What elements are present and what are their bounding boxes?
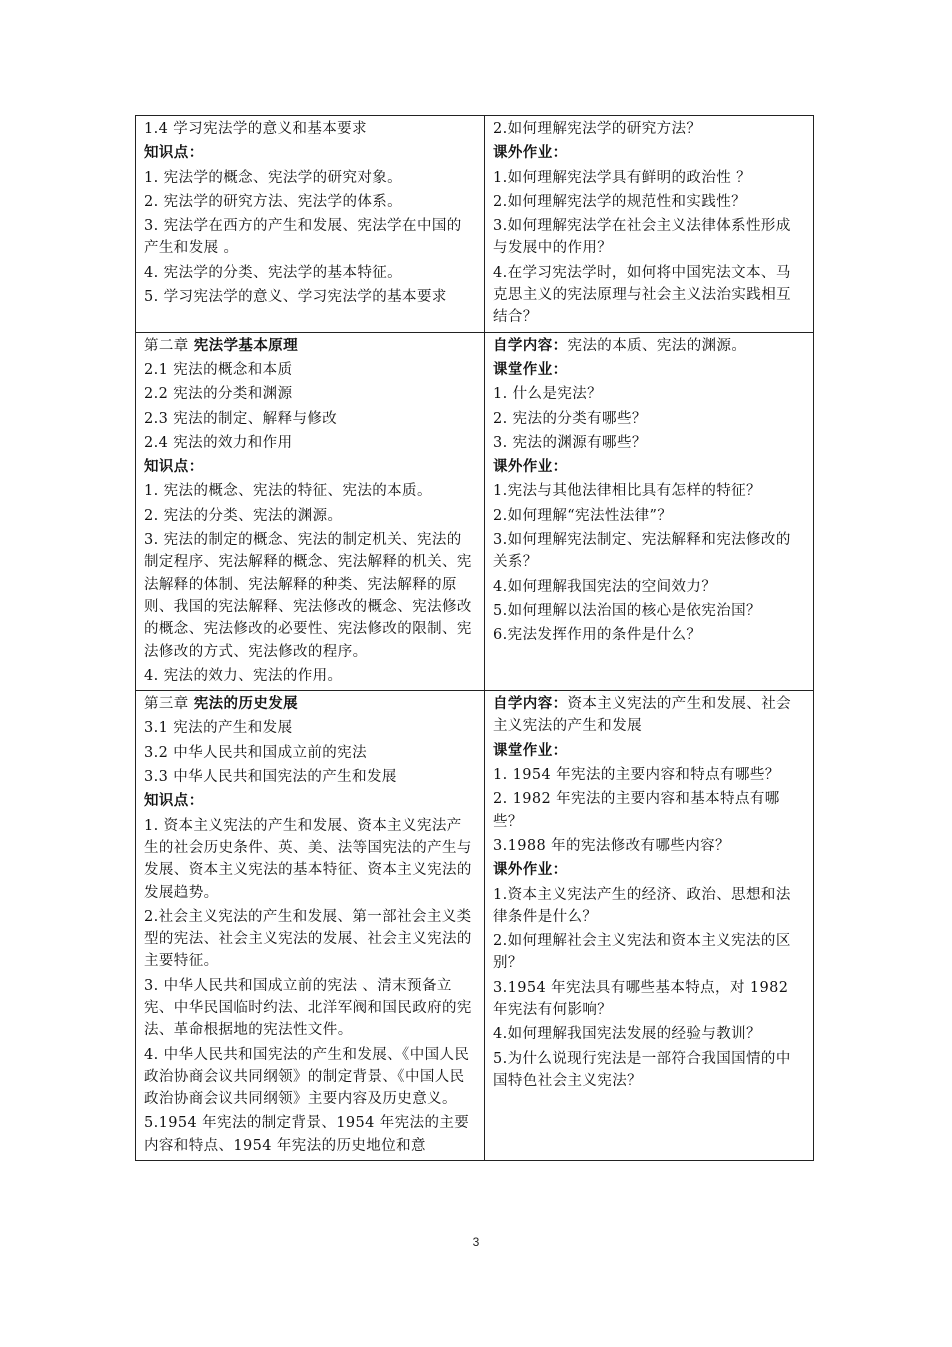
text-line (493, 335, 805, 357)
outline-cell (136, 691, 485, 1161)
line-text: 3. 宪法的渊源有哪些？ (493, 434, 647, 451)
heading-label: 知识点： (144, 144, 204, 162)
text-line (144, 815, 476, 904)
line-text: 1. 宪法的概念、宪法的特征、宪法的本质。 (144, 483, 432, 500)
line-text: 3. 中华人民共和国成立前的宪法 、清末预备立宪、中华民国临时约法、北洋军阀和国民政府的宪法、革命根据地的宪法性文件。 (144, 977, 472, 1039)
text-line (493, 1048, 805, 1093)
text-line (144, 408, 476, 430)
text-line (144, 529, 476, 663)
text-line (144, 359, 476, 381)
line-text: 4. 宪法的效力、宪法的作用。 (144, 667, 343, 684)
line-text: 2. 宪法的分类有哪些？ (493, 410, 647, 427)
heading-label: 知识点： (144, 458, 204, 476)
line-text: 4.如何理解我国宪法的空间效力？ (493, 578, 717, 595)
text-line (144, 906, 476, 973)
text-line (493, 930, 805, 975)
syllabus-table (135, 115, 814, 1161)
text-line (493, 600, 805, 622)
page-number: 3 (472, 1235, 480, 1249)
line-text: 1. 宪法学的概念、宪法学的研究对象。 (144, 169, 403, 186)
line-text: 2.2 宪法的分类和渊源 (144, 386, 293, 403)
text-line (493, 480, 805, 502)
heading-label: 课外作业： (493, 861, 568, 879)
line-text: 2.如何理解社会主义宪法和资本主义宪法的区别？ (493, 933, 791, 972)
line-text: 2.3 宪法的制定、解释与修改 (144, 410, 338, 427)
text-line (493, 788, 805, 833)
section-heading (144, 142, 476, 164)
text-line (493, 1023, 805, 1045)
text-line (144, 118, 476, 140)
text-line (493, 624, 805, 646)
section-heading (493, 359, 805, 381)
line-text: 1.4 学习宪法学的意义和基本要求 (144, 121, 367, 137)
line-text: 3.1 宪法的产生和发展 (144, 720, 293, 737)
text-line (493, 576, 805, 598)
line-text: 1.宪法与其他法律相比具有怎样的特征？ (493, 483, 761, 500)
text-line (144, 717, 476, 739)
text-line (493, 835, 805, 857)
outline-cell (136, 332, 485, 690)
table-row (136, 332, 814, 690)
text-line (493, 764, 805, 786)
heading-label: 课外作业： (493, 458, 568, 476)
text-line (493, 505, 805, 527)
line-text: 4. 宪法学的分类、宪法学的基本特征。 (144, 264, 403, 281)
text-line (493, 693, 805, 738)
text-line (144, 1112, 476, 1157)
line-text: 宪法的本质、宪法的渊源。 (567, 337, 747, 354)
table-row (136, 116, 814, 333)
text-line (144, 191, 476, 213)
text-line (144, 505, 476, 527)
text-line (493, 215, 805, 260)
line-text: 2. 宪法的分类、宪法的渊源。 (144, 507, 343, 524)
line-text: 6.宪法发挥作用的条件是什么？ (493, 627, 702, 644)
text-line (493, 977, 805, 1022)
text-line (144, 480, 476, 502)
text-line (493, 408, 805, 430)
line-text: 2.如何理解宪法学的规范性和实践性？ (493, 193, 747, 210)
line-text: 5.为什么说现行宪法是一部符合我国国情的中国特色社会主义宪法？ (493, 1050, 791, 1089)
line-text: 1.资本主义宪法产生的经济、政治、思想和法律条件是什么？ (493, 886, 791, 925)
line-text: 5.如何理解以法治国的核心是依宪治国？ (493, 602, 761, 619)
line-text: 1. 什么是宪法？ (493, 386, 603, 403)
text-line (144, 262, 476, 284)
line-text: 4. 中华人民共和国宪法的产生和发展、《中国人民政治协商会议共同纲领》的制定背景、《中国人民政治协商会议共同纲领》主要内容及历史意义。 (144, 1046, 470, 1108)
section-heading (144, 790, 476, 812)
line-text: 第三章 (144, 696, 194, 713)
assignment-cell (485, 332, 814, 690)
line-text: 3.1954 年宪法具有哪些基本特点，对 1982 年宪法有何影响？ (493, 979, 789, 1018)
line-text: 2.社会主义宪法的产生和发展、第一部社会主义类型的宪法、社会主义宪法的发展、社会主义宪法的主要特征。 (144, 908, 472, 970)
text-line (144, 975, 476, 1042)
line-text: 1. 资本主义宪法的产生和发展、资本主义宪法产生的社会历史条件、英、美、法等国宪法的产生与发展、资本主义宪法的基本特征、资本主义宪法的发展趋势。 (144, 817, 472, 901)
line-text: 5. 学习宪法学的意义、学习宪法学的基本要求 (144, 289, 447, 306)
line-text: 3.如何理解宪法制定、宪法解释和宪法修改的关系？ (493, 532, 791, 571)
text-line (493, 262, 805, 329)
line-text: 2.如何理解“宪法性法律”？ (493, 507, 673, 524)
text-line (493, 167, 805, 189)
line-text: 2. 1982 年宪法的主要内容和基本特点有哪些？ (493, 791, 780, 830)
text-line (144, 215, 476, 260)
line-text: 4.在学习宪法学时，如何将中国宪法文本、马克思主义的宪法原理与社会主义法治实践相互结合？ (493, 264, 791, 326)
heading-label: 课堂作业： (493, 360, 568, 378)
section-heading (493, 456, 805, 478)
line-text: 资本主义宪法的产生和发展、社会主义宪法的产生和发展 (493, 696, 791, 735)
heading-label: 课堂作业： (493, 741, 568, 759)
text-line (144, 286, 476, 308)
line-text: 2.1 宪法的概念和本质 (144, 361, 293, 378)
outline-cell (136, 116, 485, 333)
assignment-cell (485, 691, 814, 1161)
chapter-title: 宪法的历史发展 (193, 695, 299, 713)
line-text: 2.4 宪法的效力和作用 (144, 434, 293, 451)
text-line (493, 432, 805, 454)
table-row (136, 691, 814, 1161)
text-line (144, 383, 476, 405)
text-line (144, 665, 476, 687)
text-line (144, 1044, 476, 1111)
line-text: 1.如何理解宪法学具有鲜明的政治性 ？ (493, 169, 752, 186)
line-text: 2.如何理解宪法学的研究方法？ (493, 121, 702, 137)
line-text: 5.1954 年宪法的制定背景、1954 年宪法的主要内容和特点、1954 年宪法的历史地位和意 (144, 1115, 470, 1154)
text-line (144, 693, 476, 715)
chapter-title: 宪法学基本原理 (193, 336, 299, 354)
section-heading (493, 859, 805, 881)
line-text: 3.如何理解宪法学在社会主义法律体系性形成与发展中的作用？ (493, 218, 791, 257)
line-text: 3.3 中华人民共和国宪法的产生和发展 (144, 769, 397, 786)
text-line (144, 742, 476, 764)
heading-label: 课外作业： (493, 144, 568, 162)
text-line (493, 529, 805, 574)
text-line (144, 766, 476, 788)
line-text: 第二章 (144, 337, 194, 354)
line-text: 2. 宪法学的研究方法、宪法学的体系。 (144, 193, 403, 210)
syllabus-table-body (136, 116, 814, 1161)
assignment-cell (485, 116, 814, 333)
text-line (493, 383, 805, 405)
text-line (144, 167, 476, 189)
section-heading (493, 740, 805, 762)
heading-label: 知识点： (144, 792, 204, 810)
line-text: 4.如何理解我国宪法发展的经验与教训？ (493, 1026, 761, 1043)
line-text: 自学内容： (493, 336, 568, 354)
line-text: 3.1988 年的宪法修改有哪些内容？ (493, 837, 730, 854)
line-text: 1. 1954 年宪法的主要内容和特点有哪些？ (493, 767, 780, 784)
section-heading (493, 142, 805, 164)
text-line (493, 118, 805, 140)
section-heading (144, 456, 476, 478)
text-line (493, 191, 805, 213)
text-line (144, 335, 476, 357)
text-line (144, 432, 476, 454)
line-text: 3. 宪法学在西方的产生和发展、宪法学在中国的产生和发展 。 (144, 218, 462, 257)
line-text: 3.2 中华人民共和国成立前的宪法 (144, 744, 367, 761)
text-line (493, 884, 805, 929)
line-text: 自学内容： (493, 695, 568, 713)
line-text: 3. 宪法的制定的概念、宪法的制定机关、宪法的制定程序、宪法解释的概念、宪法解释的机关、宪法解释的体制、宪法解释的种类、宪法解释的原则、我国的宪法解释、宪法修改的概念、宪法修改的概念、宪法修改的必要性、宪法修改的限制、宪法修改的方式、宪法修改的程序。 (144, 532, 472, 660)
